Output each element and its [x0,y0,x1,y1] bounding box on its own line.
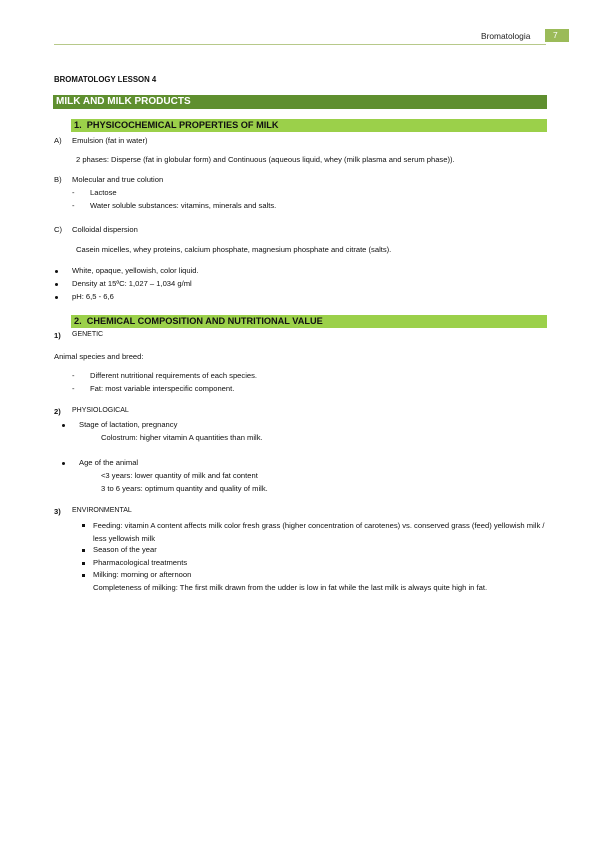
b-marker: B) [54,175,62,184]
a-title: Emulsion (fat in water) [72,136,148,145]
p3-marker: 3) [54,507,61,516]
section1-heading [71,119,547,132]
env-item: Season of the year [93,545,157,554]
square-bullet-icon [82,558,93,567]
square-bullet-icon [82,545,93,554]
property-bullet: White, opaque, yellowish, color liquid. [72,266,199,275]
stage-text: Colostrum: higher vitamin A quantities than milk. [101,433,263,442]
square-bullet-icon [82,520,93,529]
p1-marker: 1) [54,331,61,340]
age-line: 3 to 6 years: optimum quantity and quality of milk. [101,484,268,493]
env-item: Pharmacological treatments [93,558,188,567]
bullet-icon [62,420,65,429]
p1-title: GENETIC [72,331,104,338]
age-title: Age of the animal [79,458,139,467]
bullet-icon [55,279,58,288]
a-marker: A) [54,136,62,145]
c-title: Colloidal dispersion [72,225,138,234]
env-item: Milking: morning or afternoon [93,570,192,579]
env-item: Feeding: vitamin A content affects milk color fresh grass (higher concentration of carotenes) vs. conserved grass (feed) yellowish milk / less yellowish milk [93,521,545,543]
c-text: Casein micelles, whey proteins, calcium phosphate, magnesium phosphate and citrate (salts). [76,245,392,254]
property-bullet: Density at 15ºC: 1,027 – 1,034 g/ml [72,279,192,288]
header-title: Bromatologia [481,31,531,41]
lesson-title: BROMATOLOGY LESSON 4 [54,75,157,84]
section2-heading [71,315,547,328]
p2-title: PHYSIOLOGICAL [72,407,129,414]
section1-number: 1. [74,120,82,130]
section2-title: CHEMICAL COMPOSITION AND NUTRITIONAL VALUE [86,316,323,326]
header-rule [54,44,546,45]
p2-marker: 2) [54,407,61,416]
main-heading: MILK AND MILK PRODUCTS [53,95,547,109]
p1-item: Different nutritional requirements of each species. [90,371,258,380]
a-text: 2 phases: Disperse (fat in globular form) and Continuous (aqueous liquid, whey (milk plasma and serum phase)). [76,155,455,164]
c-marker: C) [54,225,63,234]
bullet-icon [55,266,58,275]
env-extra: Completeness of milking: The first milk drawn from the udder is low in fat while the last milk is always quite high in fat. [93,583,488,592]
bullet-icon [55,292,58,301]
p3-title: ENVIRONMENTAL [72,507,132,514]
p1-intro: Animal species and breed: [54,352,144,361]
p1-item-dash: - [72,384,75,393]
b-item: Water soluble substances: vitamins, minerals and salts. [90,201,277,210]
bullet-icon [62,458,65,467]
b-item-dash: - [72,201,75,210]
square-bullet-icon [82,570,93,579]
p1-item-dash: - [72,371,75,380]
stage-title: Stage of lactation, pregnancy [79,420,178,429]
b-item-dash: - [72,188,75,197]
b-title: Molecular and true colution [72,175,164,184]
p1-item: Fat: most variable interspecific component. [90,384,235,393]
section2-number: 2. [74,316,82,326]
b-item: Lactose [90,188,117,197]
page-number: 7 [545,29,569,42]
section1-title: PHYSICOCHEMICAL PROPERTIES OF MILK [86,120,279,130]
property-bullet: pH: 6,5 - 6,6 [72,292,114,301]
age-line: <3 years: lower quantity of milk and fat content [101,471,258,480]
